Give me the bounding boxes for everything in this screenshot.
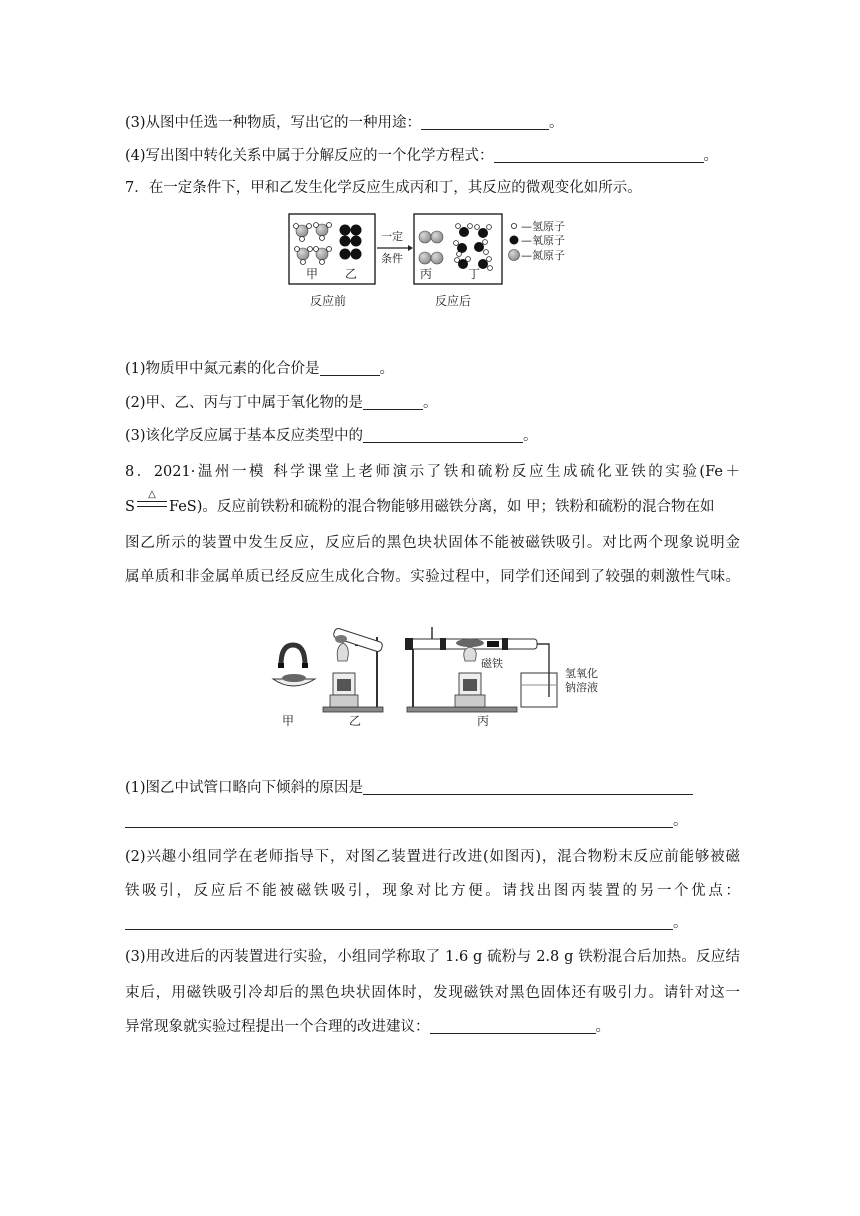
label-yi: 乙: [345, 267, 358, 281]
caption-after: 反应后: [435, 294, 472, 308]
legend-oxygen: —氧原子: [521, 234, 565, 247]
arrow-condition-bottom: 条件: [381, 252, 403, 265]
q8-sub1-text: (1)图乙中试管口略向下倾斜的原因是: [125, 780, 364, 796]
molecule-jia-group: [294, 223, 332, 265]
q8-sub3-line2: 束后，用磁铁吸引冷却后的黑色块状固体时，发现磁铁对黑色固体还有吸引力。请针对这一: [125, 985, 740, 1001]
molecule-yi-group: [340, 225, 362, 260]
q7-reaction-figure: [280, 210, 600, 310]
q6-sub3-text: (3)从图中任选一种物质，写出它的一种用途：: [125, 115, 422, 131]
q8-stem-line1: 8．2021·温州一模 科学课堂上老师演示了铁和硫粉反应生成硫化亚铁的实验(Fe＋: [125, 464, 740, 480]
q8-stem-line3: 图乙所示的装置中发生反应，反应后的黑色块状固体不能被磁铁吸引。对比两个现象说明金: [125, 535, 740, 551]
nh3-molecule: [314, 247, 332, 265]
equation-heat-arrow: [135, 489, 169, 518]
figure-jia-magnet-dish: [273, 645, 315, 728]
molecule-bing-group: [419, 231, 443, 264]
q7-sub3-text: (3)该化学反应属于基本反应类型中的: [125, 428, 364, 444]
label-ding: 丁: [468, 267, 481, 281]
arrow-head-icon: [408, 245, 413, 251]
beaker: [521, 673, 557, 707]
q6-sub3: [125, 112, 564, 134]
q7-sub2-answer-blank[interactable]: [363, 393, 423, 410]
q8-sub3-end: 。: [595, 1019, 610, 1035]
figure-bing-apparatus: [405, 627, 598, 728]
q8-sub1-answer-blank-1[interactable]: [363, 778, 693, 795]
q7-sub3: [125, 425, 538, 447]
q8-sub2-cont: [125, 912, 688, 934]
q8-stem-line2-rest: FeS)。反应前铁粉和硫粉的混合物能够用磁铁分离，如 甲；铁粉和硫粉的混合物在如: [168, 499, 715, 515]
atom-legend: [509, 219, 566, 262]
nitrogen-atom-icon: [509, 250, 520, 261]
label-jia: 甲: [306, 267, 319, 281]
q6-sub4-end: 。: [703, 148, 719, 164]
q8-sub2-line2: 铁吸引，反应后不能被磁铁吸引，现象对比方便。请找出图丙装置的另一个优点：: [125, 883, 740, 899]
label-naoh-2: 钠溶液: [565, 681, 598, 694]
oxygen-atom-icon: [510, 236, 519, 245]
nh3-molecule: [314, 223, 332, 241]
label-bing: 丙: [420, 267, 433, 281]
delivery-tube: [537, 644, 549, 697]
heat-triangle-icon: △: [148, 489, 156, 500]
q6-sub4: [125, 145, 718, 167]
arrow-condition-top: 一定: [381, 230, 403, 243]
q7-sub1-text: (1)物质甲中氮元素的化合价是: [125, 361, 320, 377]
q8-sub3-line1: (3)用改进后的丙装置进行实验，小组同学称取了 1.6 g 硫粉与 2.8 g 铁粉混合后加热。反应结: [125, 949, 740, 965]
equation-sulfur: S: [125, 499, 135, 515]
q7-sub1: [125, 358, 394, 380]
q7-sub2-text: (2)甲、乙、丙与丁中属于氧化物的是: [125, 395, 364, 411]
q7-sub1-end: 。: [379, 361, 395, 377]
q8-sub1: [125, 777, 693, 799]
q7-stem: 7．在一定条件下，甲和乙发生化学反应生成丙和丁，其反应的微观变化如所示。: [125, 180, 642, 196]
u-magnet-icon: [281, 645, 305, 665]
label-jia: 甲: [282, 714, 295, 728]
q7-sub1-answer-blank[interactable]: [320, 359, 380, 376]
molecule-ding-group: [454, 224, 493, 271]
label-bing: 丙: [477, 714, 490, 728]
caption-before: 反应前: [310, 294, 347, 308]
flame-icon: [464, 647, 476, 661]
q8-stem-line2: [125, 489, 715, 518]
q8-sub3-text: 异常现象就实验过程提出一个合理的改进建议：: [125, 1019, 430, 1035]
q8-sub2-end: 。: [673, 915, 688, 931]
q7-sub2-end: 。: [423, 395, 438, 411]
q7-sub3-end: 。: [523, 428, 538, 444]
q8-sub1-answer-blank-2[interactable]: [125, 811, 673, 828]
magnet-bar-icon: [487, 641, 499, 647]
q6-sub3-answer-blank[interactable]: [421, 113, 549, 130]
legend-nitrogen: —氮原子: [521, 249, 565, 262]
nh3-molecule: [295, 247, 313, 265]
flame-icon: [337, 643, 348, 661]
label-naoh-1: 氢氧化: [565, 667, 598, 680]
q6-sub3-end: 。: [549, 115, 564, 131]
q8-sub1-cont: [125, 810, 688, 832]
q7-sub3-answer-blank[interactable]: [363, 426, 523, 443]
q6-sub4-answer-blank[interactable]: [494, 146, 704, 163]
hydrogen-atom-icon: [511, 223, 516, 228]
q8-sub3-answer-blank[interactable]: [430, 1017, 596, 1034]
q8-sub2-line1: (2)兴趣小组同学在老师指导下，对图乙装置进行改进(如图丙)，混合物粉末反应前能够被磁: [125, 849, 740, 865]
q8-apparatus-figure: [265, 625, 605, 735]
q8-sub3-line3: [125, 1016, 610, 1038]
q8-sub2-answer-blank[interactable]: [125, 913, 673, 930]
q7-sub2: [125, 392, 438, 414]
label-yi: 乙: [349, 714, 362, 728]
figure-yi-stand: [323, 628, 383, 728]
legend-hydrogen: —氢原子: [521, 220, 565, 233]
q8-sub1-end: 。: [673, 813, 688, 829]
q8-stem-line4: 属单质和非金属单质已经反应生成化合物。实验过程中，同学们还闻到了较强的刺激性气味。: [125, 569, 740, 585]
label-magnet: 磁铁: [481, 657, 503, 670]
q6-sub4-text: (4)写出图中转化关系中属于分解反应的一个化学方程式：: [125, 148, 494, 164]
nh3-molecule: [294, 224, 312, 242]
